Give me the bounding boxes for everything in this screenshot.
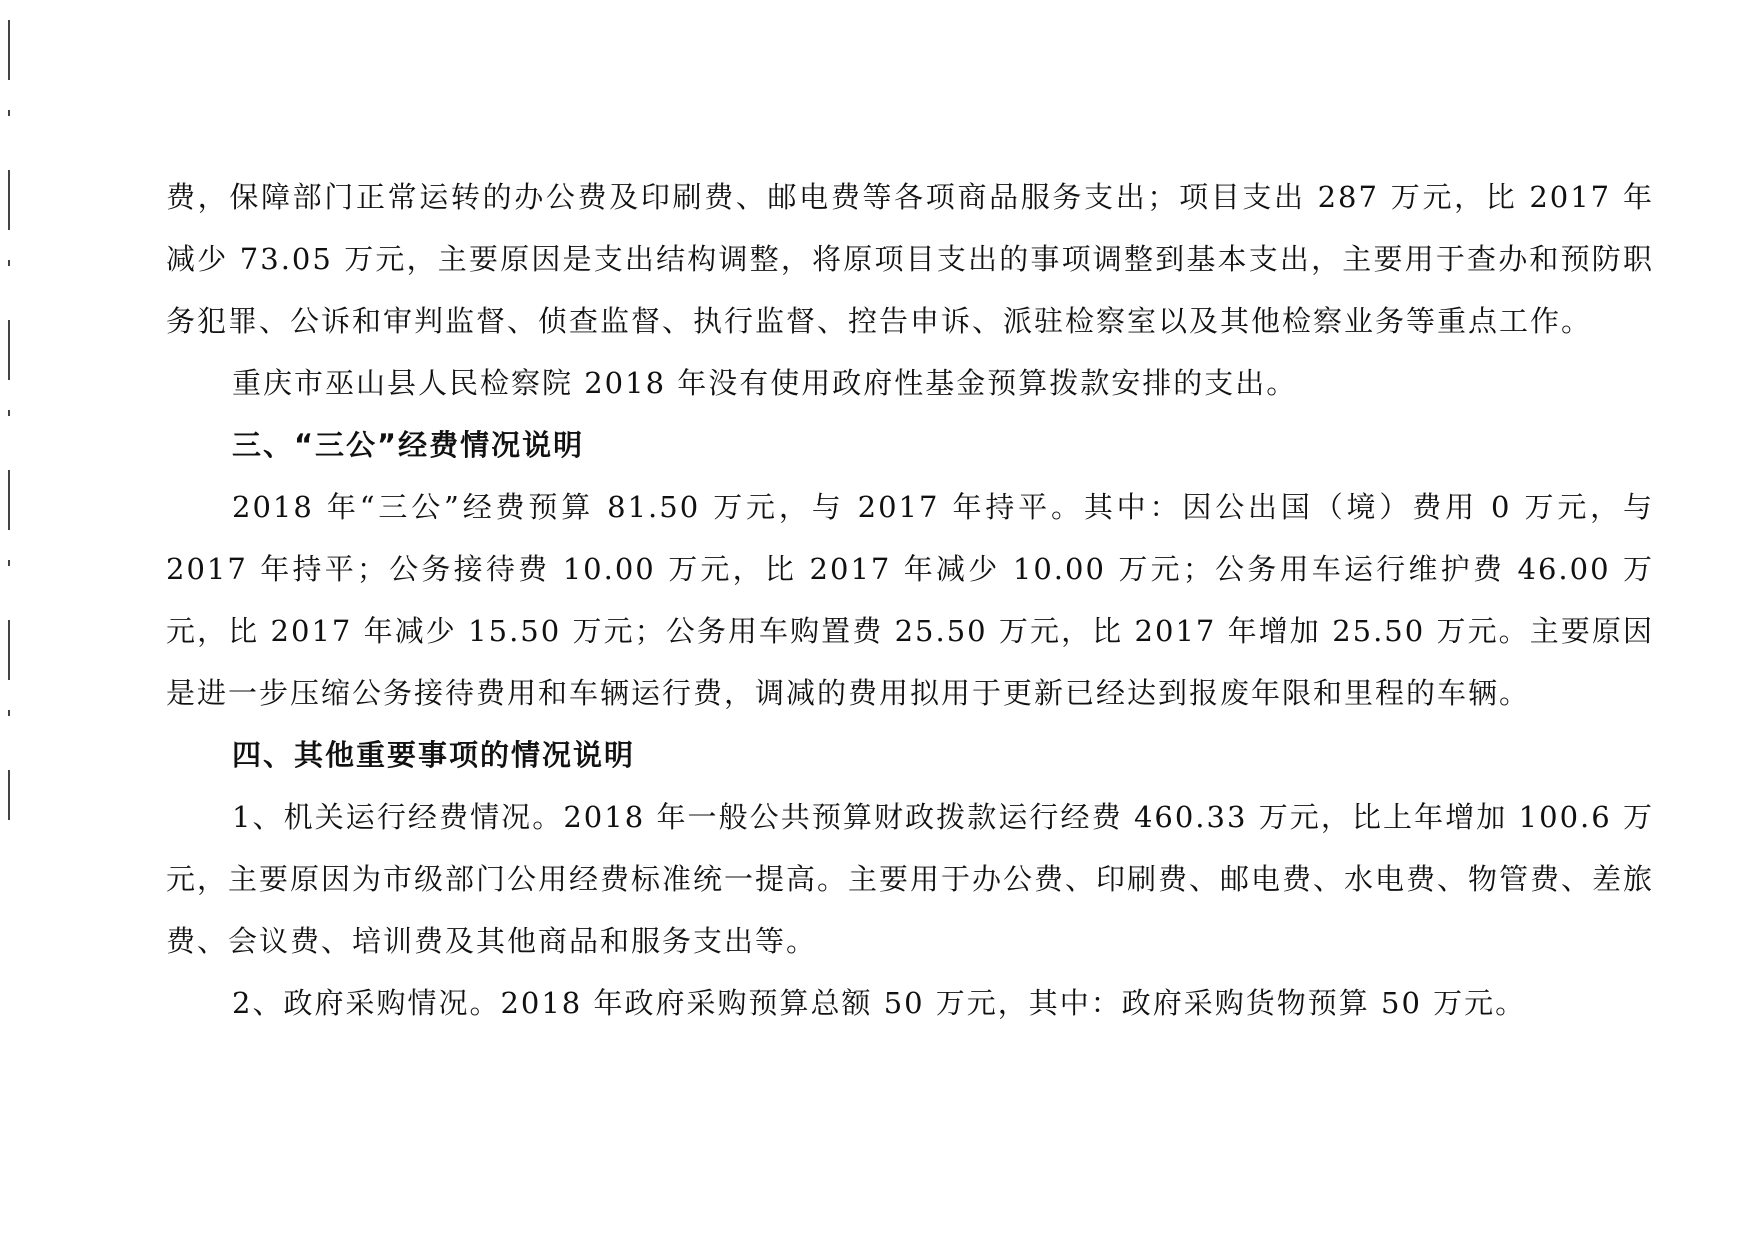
scan-edge-mark [8, 20, 10, 820]
paragraph-project-expenditure: 费，保障部门正常运转的办公费及印刷费、邮电费等各项商品服务支出；项目支出 287 万元，比 2017 年减少 73.05 万元，主要原因是支出结构调整，将原项目支出的事项调整到基本支出，主要用于查办和预防职务犯罪、公诉和审判监督、侦查监督、执行监督、控告申诉、派驻检察室以及其他检察业务等重点工作。 [166, 180, 1654, 338]
paragraph-government-fund: 重庆市巫山县人民检察院 2018 年没有使用政府性基金预算拨款安排的支出。 [232, 366, 1298, 400]
paragraph-operating-expenses: 1、机关运行经费情况。2018 年一般公共预算财政拨款运行经费 460.33 万元，比上年增加 100.6 万元，主要原因为市级部门公用经费标准统一提高。主要用于办公费、印刷费、邮电费、水电费、物管费、差旅费、会议费、培训费及其他商品和服务支出等。 [166, 800, 1655, 958]
paragraph-government-procurement: 2、政府采购情况。2018 年政府采购预算总额 50 万元，其中：政府采购货物预算 50 万元。 [232, 986, 1527, 1020]
section-heading-other-matters: 四、其他重要事项的情况说明 [232, 738, 636, 772]
paragraph-three-public-expenses: 2018 年“三公”经费预算 81.50 万元，与 2017 年持平。其中：因公出国（境）费用 0 万元，与 2017 年持平；公务接待费 10.00 万元，比 2017 年减少 10.00 万元；公务用车运行维护费 46.00 万元，比 2017 年减少 15.50 万元；公务用车购置费 25.50 万元，比 2017 年增加 25.50 万元。主要原因是进一步压缩公务接待费用和车辆运行费，调减的费用拟用于更新已经达到报废年限和里程的车辆。 [166, 490, 1654, 710]
document-page [166, 166, 1654, 1034]
section-heading-three-public-expenses: 三、“三公”经费情况说明 [232, 428, 585, 462]
